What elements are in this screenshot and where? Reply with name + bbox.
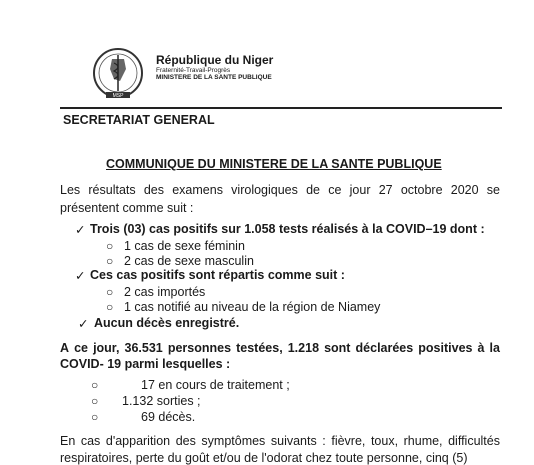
bullet-circle-icon: ○	[106, 285, 114, 299]
sub-item: 1 cas notifié au niveau de la région de Niamey	[124, 300, 381, 314]
bullet-circle-icon: ○	[91, 378, 99, 392]
no-deaths-line: Aucun décès enregistré.	[94, 316, 240, 330]
word: se	[486, 183, 500, 197]
bullet-circle-icon: ○	[106, 239, 114, 253]
stat-recoveries: 1.132 sorties ;	[122, 394, 201, 408]
sub-item: 2 cas de sexe masculin	[124, 254, 254, 268]
footer-line-1	[60, 434, 500, 448]
header-divider	[60, 107, 502, 109]
word: cas	[80, 434, 101, 448]
checkmark-icon: ✓	[78, 317, 89, 331]
svg-text:MSP: MSP	[112, 93, 124, 100]
word: virologiques	[231, 183, 298, 197]
country-name: République du Niger	[156, 53, 274, 67]
checkmark-icon: ✓	[75, 223, 86, 237]
word: 36.531	[124, 341, 163, 355]
word: à	[477, 341, 485, 355]
distribution-line: Ces cas positifs sont répartis comme suit :	[90, 268, 345, 282]
intro-line-1	[60, 183, 500, 197]
word: suivants	[270, 434, 317, 448]
word: sont	[324, 341, 351, 355]
word: Les	[60, 183, 81, 197]
word: de	[306, 183, 321, 197]
word: examens	[172, 183, 223, 197]
word: 1.218	[287, 341, 320, 355]
word: personnes	[167, 341, 232, 355]
positive-cases-line: Trois (03) cas positifs sur 1.058 tests réalisés à la COVID–19 dont :	[90, 222, 485, 236]
word: la	[489, 341, 500, 355]
word: octobre	[400, 183, 443, 197]
national-motto: Fraternité-Travail-Progrès	[156, 67, 231, 74]
sub-item: 1 cas de sexe féminin	[124, 239, 245, 253]
word: positives	[418, 341, 473, 355]
word: 27	[378, 183, 393, 197]
bullet-circle-icon: ○	[106, 254, 114, 268]
stat-in-treatment: 17 en cours de traitement ;	[141, 378, 290, 392]
word: 2020	[450, 183, 479, 197]
word: A	[60, 341, 70, 355]
word: symptômes	[201, 434, 266, 448]
word: En	[60, 434, 76, 448]
word: d'apparition	[105, 434, 171, 448]
word: testées,	[236, 341, 283, 355]
bullet-circle-icon: ○	[91, 394, 99, 408]
word: ce	[328, 183, 342, 197]
summary-line-2: COVID- 19 parmi lesquelles :	[60, 357, 231, 371]
intro-line-2: présentent comme suit :	[60, 201, 194, 215]
summary-line-1	[60, 341, 500, 355]
bullet-circle-icon: ○	[106, 300, 114, 314]
word: résultats	[88, 183, 136, 197]
word: fièvre,	[331, 434, 366, 448]
sub-item: 2 cas importés	[124, 285, 206, 299]
word: :	[322, 434, 326, 448]
communique-title: COMMUNIQUE DU MINISTERE DE LA SANTE PUBLIQUE	[106, 157, 442, 171]
word: des	[143, 183, 164, 197]
word: rhume,	[403, 434, 443, 448]
word: des	[175, 434, 196, 448]
word: ce	[74, 341, 88, 355]
bullet-circle-icon: ○	[91, 410, 99, 424]
ministry-name: MINISTERE DE LA SANTE PUBLIQUE	[156, 74, 272, 81]
word: déclarées	[355, 341, 414, 355]
word: difficultés	[448, 434, 500, 448]
checkmark-icon: ✓	[75, 269, 86, 283]
stat-deaths: 69 décès.	[141, 410, 196, 424]
word: jour,	[93, 341, 120, 355]
footer-line-2: respiratoires, perte du goût et/ou de l'odorat chez toute personne, cinq (5)	[60, 451, 468, 465]
word: toux,	[370, 434, 399, 448]
word: jour	[349, 183, 371, 197]
secretariat-heading: SECRETARIAT GENERAL	[63, 113, 215, 127]
ministry-emblem-logo	[90, 45, 150, 101]
